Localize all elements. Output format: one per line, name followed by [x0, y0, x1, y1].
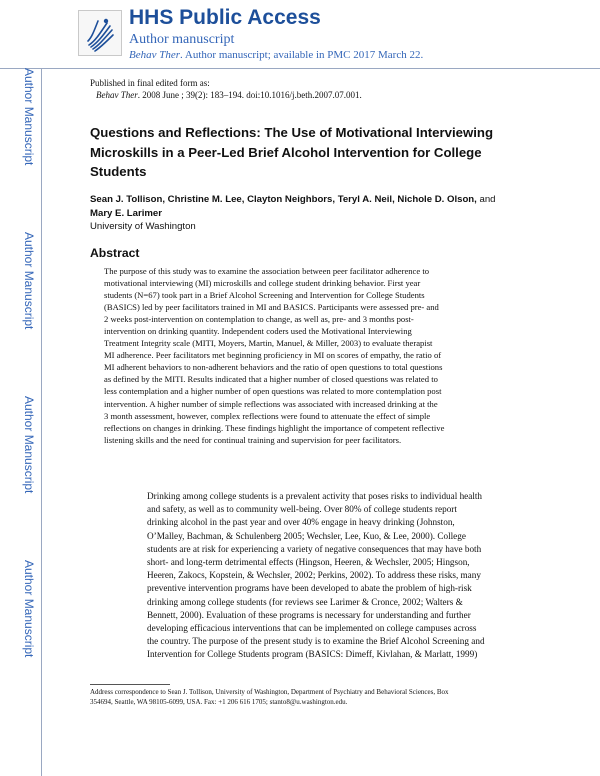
intro-line: O’Malley, Bachman, & Schulenberg 2005; Wechsler, Lee, Kuo, & Lee, 2000). College: [147, 530, 466, 541]
abstract-line: MI adherence. Peer facilitators met beginning proficiency in MI on scores of empathy, the ratio of: [104, 350, 442, 361]
abstract-body: [104, 265, 514, 446]
affiliation: University of Washington: [90, 221, 196, 232]
title-line: Microskills in a Peer-Led Brief Alcohol Intervention for College: [90, 144, 482, 160]
side-label-text: Author Manuscript: [22, 560, 36, 658]
intro-line: Bennett, 2000). Evaluation of these programs is necessary for understanding and further: [147, 609, 471, 620]
author-manuscript-label: Author manuscript: [129, 32, 235, 47]
intro-line: Drinking among college students is a prevalent activity that poses risks to individual health: [147, 491, 483, 501]
authors-line-1[interactable]: Sean J. Tollison, Christine M. Lee, Clayton Neighbors, Teryl A. Neil, Nichole D. Olson,: [90, 194, 477, 205]
hhs-eagle-icon: [79, 11, 121, 55]
intro-line: drinking among college students (for reviews see Larimer & Cronce, 2002; Walters &: [147, 596, 463, 607]
intro-line: drinking alcohol in the past year and over 40% engage in heavy drinking (Johnston,: [147, 517, 455, 528]
intro-line: and safety, as well as to community well-being. Over 80% of college students report: [147, 504, 457, 515]
citation: [96, 89, 362, 101]
header-divider: [0, 68, 600, 69]
intro-line: preventive intervention programs have been developed to abate the problem of high-risk: [147, 583, 472, 594]
intro-line: short- and long-term detrimental effects (Hingson, Heeren, & Wechsler, 2005; Hingson,: [147, 556, 470, 567]
intro-line: the country. The purpose of the present study is to examine the Brief Alcohol Screening and: [147, 636, 485, 647]
author-list: [90, 193, 530, 220]
abstract-line: motivational interviewing (MI) microskills and college student drinking behavior. First year: [104, 278, 421, 289]
abstract-line: students (N=67) took part in a Brief Alcohol Screening and Intervention for College Students: [104, 290, 425, 301]
side-label-2: [20, 232, 36, 352]
abstract-line: 3 month assessment, however, complex reflections were found to attenuate the effect of simple: [104, 410, 431, 421]
abstract-line: 2 weeks post-intervention on contemplation to change, as well as, pre- and 3 months post-: [104, 314, 414, 325]
paper-title: [90, 123, 510, 182]
footnote-line: Address correspondence to Sean J. Tollison, University of Washington, Department of Psychiatry and Behavioral Sciences, Box: [90, 688, 449, 696]
availability-text: . Author manuscript; available in PMC 2017 March 22.: [180, 49, 424, 61]
authors-line-2[interactable]: Mary E. Larimer: [90, 207, 162, 219]
journal-name[interactable]: Behav Ther: [129, 49, 181, 61]
abstract-line: listening skills and the need for continual training and supervision for peer facilitators.: [104, 434, 402, 445]
abstract-line: less contemplation and a higher number of open questions was related to more contemplation post: [104, 386, 442, 397]
abstract-heading: Abstract: [90, 246, 140, 260]
abstract-line: MI adherent behaviors to non-adherent behaviors and the ratio of open questions to total questions: [104, 362, 443, 373]
published-label: Published in final edited form as:: [90, 78, 210, 88]
intro-line: developing efficacious interventions that can be implemented on college campuses across: [147, 622, 477, 633]
abstract-line: as defined by the MITI. Results indicated that a higher number of closed questions was related to: [104, 374, 438, 385]
intro-line: Intervention for College Students program (BASICS: Dimeff, Kivlahan, & Marlatt, 1999): [147, 649, 478, 660]
abstract-line: (BASICS) led by peer facilitators trained in MI and BASICS. Participants were assessed pre- and: [104, 302, 439, 313]
hhs-logo: [78, 10, 122, 56]
title-line: Questions and Reflections: The Use of Motivational Interviewing: [90, 125, 494, 140]
side-label-text: Author Manuscript: [22, 68, 36, 166]
abstract-line: reflections on changes in drinking. These findings highlight the importance of competent reflective: [104, 422, 445, 433]
intro-line: students are at risk for experiencing a variety of negative consequences that may have both: [147, 543, 482, 554]
hhs-public-access-title: HHS Public Access: [129, 6, 321, 29]
margin-divider: [41, 68, 42, 776]
side-label-text: Author Manuscript: [22, 232, 36, 330]
authors-and: and: [476, 194, 496, 205]
side-label-3: [20, 396, 36, 516]
intro-line: Heeren, Zakocs, Kopstein, & Wechsler, 2002; Perkins, 2002). To address these risks, many: [147, 570, 481, 581]
intro-body: [147, 490, 522, 661]
side-label-text: Author Manuscript: [22, 396, 36, 494]
side-label-4: [20, 560, 36, 680]
abstract-line: intervention on drinking quantity. Independent coders used the Motivational Interviewing: [104, 326, 412, 337]
abstract-line: Treatment Integrity scale (MITI, Moyers, Martin, Manuel, & Miller, 2003) to evaluate therapist: [104, 338, 433, 349]
citation-journal: Behav Ther: [96, 90, 138, 100]
citation-details[interactable]: . 2008 June ; 39(2): 183–194. doi:10.1016/j.beth.2007.07.001.: [137, 90, 362, 100]
abstract-line: intervention. A higher number of simple reflections was associated with increased drinking at the: [104, 398, 438, 409]
availability-line: [129, 49, 423, 62]
footnote-divider: [90, 684, 170, 685]
abstract-line: The purpose of this study was to examine the association between peer facilitator adherence to: [104, 266, 430, 276]
footnote-line[interactable]: 354694, Seattle, WA 98105-6099, USA. Fax: +1 206 616 1705; stanto8@u.washington.edu.: [90, 697, 348, 706]
title-line: Students: [90, 164, 147, 179]
side-label-1: [20, 68, 36, 188]
footnote: [90, 688, 530, 707]
